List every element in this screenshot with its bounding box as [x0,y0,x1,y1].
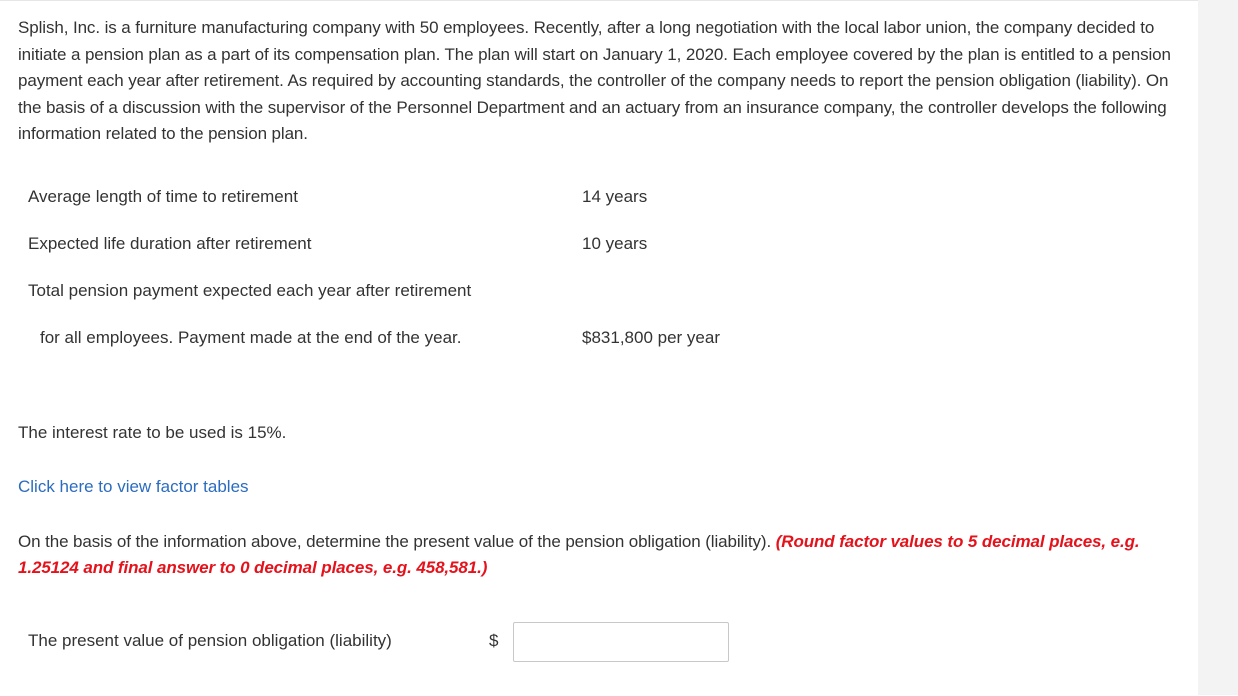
info-label: Average length of time to retirement [28,187,298,206]
factor-tables-link[interactable]: Click here to view factor tables [18,477,249,496]
pension-info-table [28,187,788,375]
right-gutter [1198,0,1238,695]
info-row [28,234,788,281]
info-row [28,328,788,375]
info-row [28,187,788,234]
problem-intro: Splish, Inc. is a furniture manufacturing company with 50 employees. Recently, after a long negotiation with the local labor union, the company decided to initiate a pension plan as a part of its compensation plan. The plan will start on January 1, 2020. Each employee covered by the plan is entitled to a pension payment each year after retirement. As required by accounting standards, the controller of the company needs to report the pension obligation (liability). On the basis of a discussion with the supervisor of the Personnel Department and an actuary from an insurance company, the controller develops the following information related to the pension plan. [18,18,1171,143]
pv-answer-input[interactable] [513,622,729,662]
answer-row [28,622,748,662]
question-text [18,529,1193,581]
info-value: 10 years [582,234,648,253]
interest-rate-text: The interest rate to be used is 15%. [18,423,287,442]
info-value: 14 years [582,187,648,206]
rounding-instructions: (Round factor values to 5 decimal places, e.g. 1.25124 and final answer to 0 decimal places, e.g. 458,581.) [18,532,1140,577]
info-label: for all employees. Payment made at the end of the year. [40,328,462,347]
info-row [28,281,788,328]
question-prompt: On the basis of the information above, determine the present value of the pension obligation (liability). [18,532,772,551]
currency-symbol: $ [489,631,499,650]
info-value: $831,800 per year [582,328,720,347]
info-label: Expected life duration after retirement [28,234,312,253]
info-label: Total pension payment expected each year after retirement [28,281,472,300]
answer-label: The present value of pension obligation (liability) [28,631,392,650]
